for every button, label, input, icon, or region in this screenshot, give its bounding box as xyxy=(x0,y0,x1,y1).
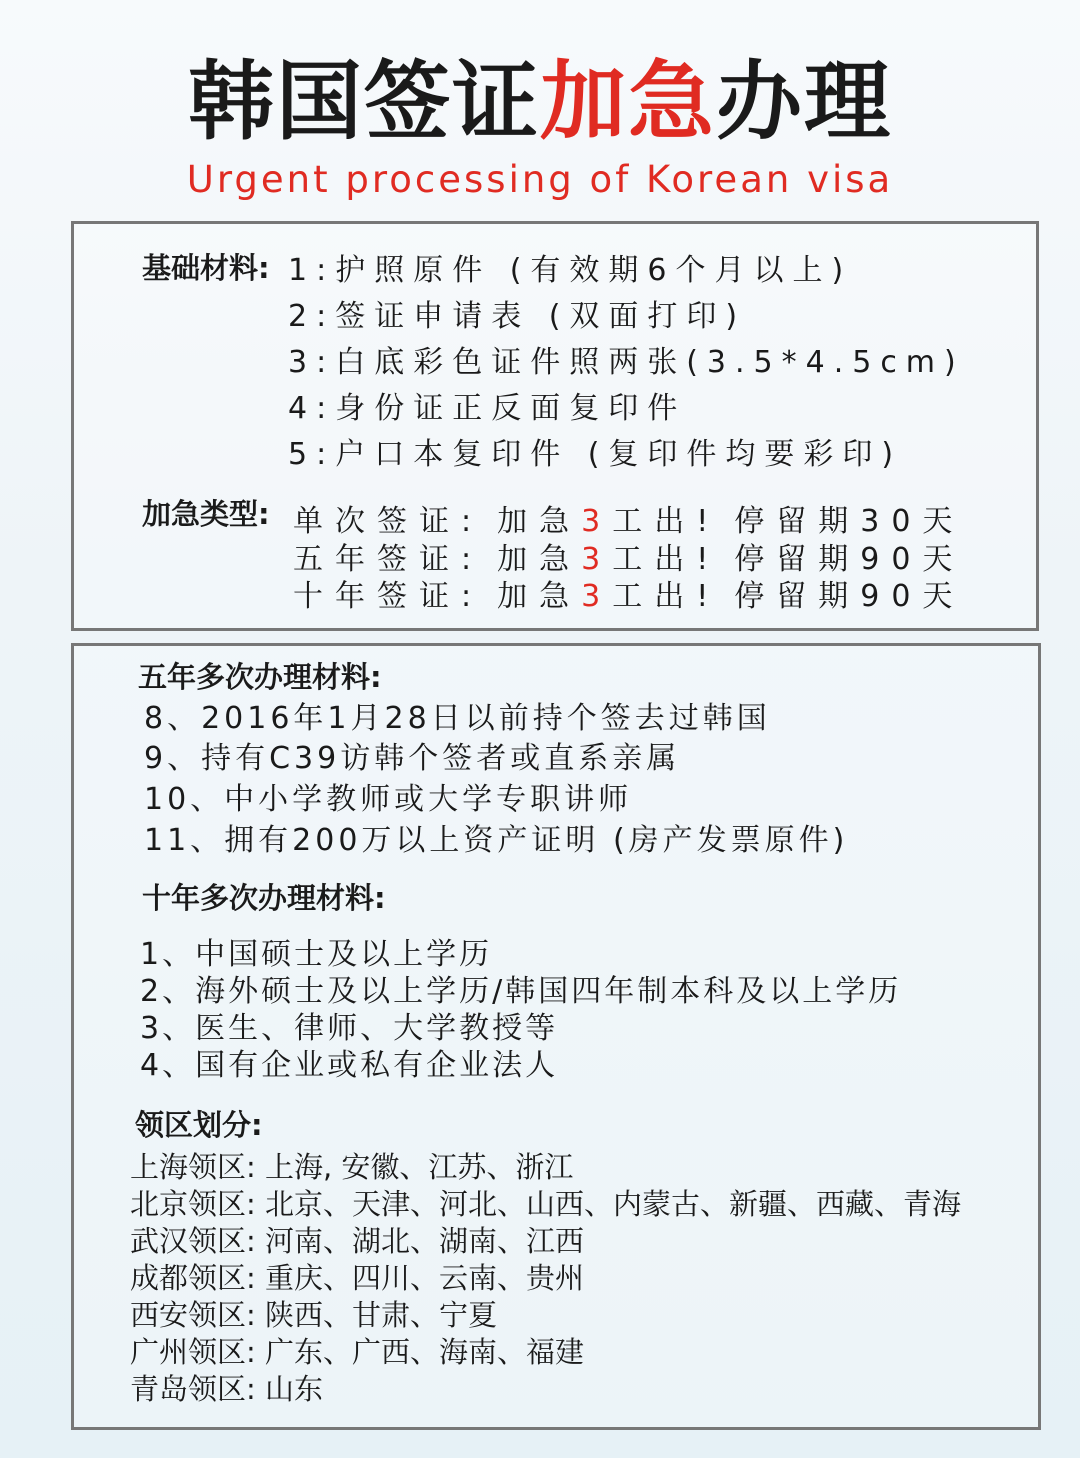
page-subtitle: Urgent processing of Korean visa xyxy=(186,158,894,201)
urgent-days: 3 xyxy=(581,542,613,577)
urgent-days: 3 xyxy=(581,579,613,614)
region-item: 西安领区: 陕西、甘肃、宁夏 xyxy=(130,1298,497,1332)
page-title xyxy=(0,52,1080,152)
basic-item: 2:签证申请表 (双面打印) xyxy=(288,299,747,334)
ten-year-item: 1、中国硕士及以上学历 xyxy=(140,937,493,972)
region-item: 广州领区: 广东、广西、海南、福建 xyxy=(130,1335,584,1369)
stay-period: 停留期30天 xyxy=(734,504,965,539)
urgent-row xyxy=(293,571,964,615)
five-year-item: 11、拥有200万以上资产证明 (房产发票原件) xyxy=(144,823,849,858)
region-item: 北京领区: 北京、天津、河北、山西、内蒙古、新疆、西藏、青海 xyxy=(130,1187,961,1221)
basic-item: 5:户口本复印件 (复印件均要彩印) xyxy=(288,437,903,472)
regions-heading: 领区划分: xyxy=(135,1108,263,1142)
five-year-item: 10、中小学教师或大学专职讲师 xyxy=(144,782,633,817)
urgent-pre: 加急 xyxy=(497,579,582,614)
title-part-1: 韩国签证 xyxy=(188,52,540,152)
region-item: 青岛领区: 山东 xyxy=(130,1372,323,1406)
urgent-type-label: 加急类型: xyxy=(142,497,270,531)
basic-item: 4:身份证正反面复印件 xyxy=(288,391,687,426)
urgent-post: 工出! xyxy=(612,504,721,539)
urgent-days: 3 xyxy=(581,504,613,539)
visa-type: 单次签证: xyxy=(293,504,484,539)
region-item: 上海领区: 上海, 安徽、江苏、浙江 xyxy=(130,1150,574,1184)
stay-period: 停留期90天 xyxy=(734,542,965,577)
visa-type: 五年签证: xyxy=(293,542,484,577)
ten-year-item: 2、海外硕士及以上学历/韩国四年制本科及以上学历 xyxy=(140,974,902,1009)
ten-year-item: 4、国有企业或私有企业法人 xyxy=(140,1048,559,1083)
ten-year-item: 3、医生、律师、大学教授等 xyxy=(140,1011,559,1046)
stay-period: 停留期90天 xyxy=(734,579,965,614)
urgent-pre: 加急 xyxy=(497,504,582,539)
urgent-pre: 加急 xyxy=(497,542,582,577)
five-year-item: 9、持有C39访韩个签者或直系亲属 xyxy=(144,741,681,776)
urgent-post: 工出! xyxy=(612,542,721,577)
region-item: 成都领区: 重庆、四川、云南、贵州 xyxy=(130,1261,584,1295)
visa-type: 十年签证: xyxy=(293,579,484,614)
five-year-heading: 五年多次办理材料: xyxy=(138,660,382,694)
basic-item: 1:护照原件 (有效期6个月以上) xyxy=(288,253,853,288)
ten-year-heading: 十年多次办理材料: xyxy=(142,881,386,915)
title-part-accent: 加急 xyxy=(540,52,716,152)
urgent-post: 工出! xyxy=(612,579,721,614)
region-item: 武汉领区: 河南、湖北、湖南、江西 xyxy=(130,1224,584,1258)
basic-materials-label: 基础材料: xyxy=(142,251,270,285)
five-year-item: 8、2016年1月28日以前持个签去过韩国 xyxy=(144,701,771,736)
basic-item: 3:白底彩色证件照两张(3.5*4.5cm) xyxy=(288,345,965,380)
title-part-3: 办理 xyxy=(716,52,892,152)
